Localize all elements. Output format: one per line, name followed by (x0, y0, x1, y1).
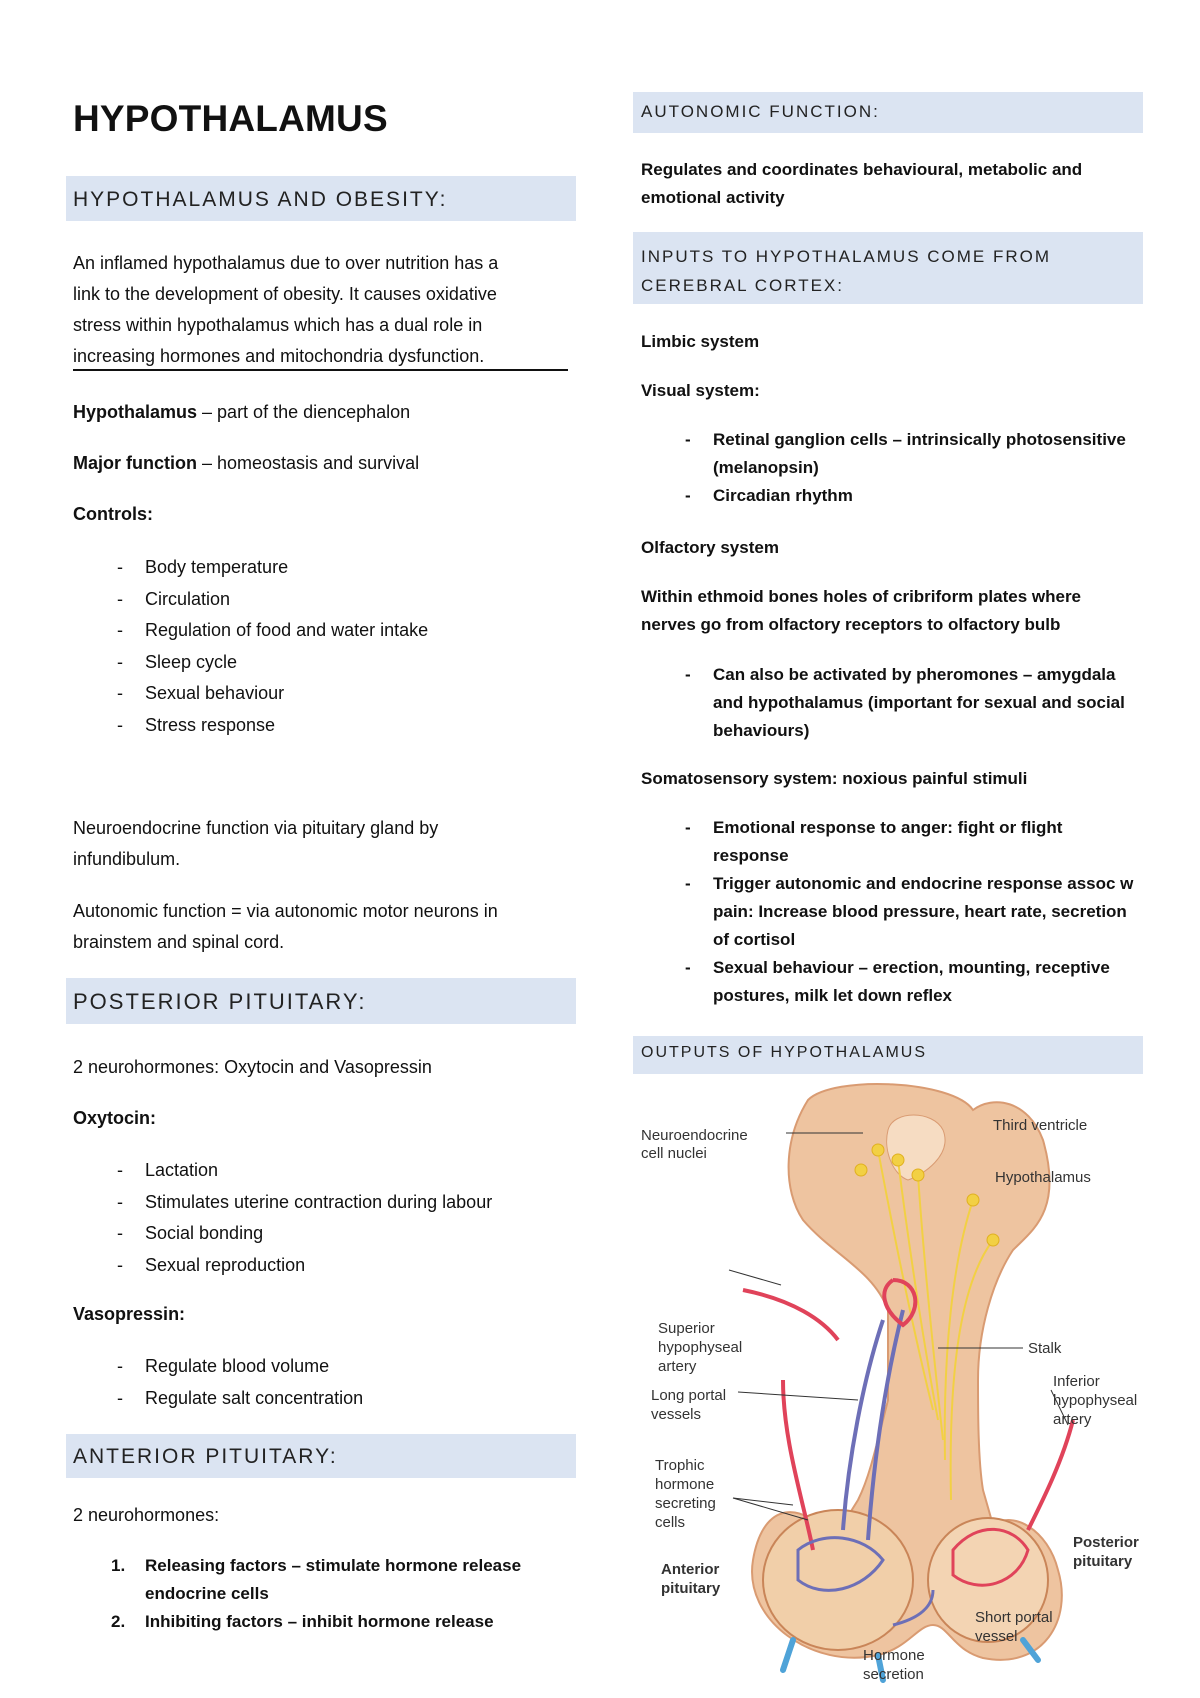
list-item: - Lactation (117, 1160, 219, 1180)
definition-text: – part of the diencephalon (197, 402, 411, 422)
autonomic-header (633, 92, 1143, 133)
obesity-line: An inflamed hypothalamus due to over nutrition has a (73, 253, 499, 273)
somato-label: Somatosensory system: noxious painful stimuli (641, 769, 1028, 788)
obesity-line: link to the development of obesity. It causes oxidative (73, 284, 497, 304)
neuron-cell (967, 1194, 979, 1206)
label-trophic: Trophic hormone secreting cells (655, 1457, 716, 1531)
obesity-paragraph (73, 248, 573, 372)
list-item: 1. Releasing factors – stimulate hormone release endocrine cells (111, 1556, 522, 1603)
oxytocin-list (73, 1155, 573, 1281)
anterior-lobe (763, 1510, 913, 1650)
neuron-cell (855, 1164, 867, 1176)
label-hypothalamus: Hypothalamus (995, 1169, 1091, 1186)
label-inferior-artery: Inferior hypophyseal artery (1053, 1373, 1138, 1428)
anterior-header-text: ANTERIOR PITUITARY: (73, 1445, 338, 1468)
posterior-header-text: POSTERIOR PITUITARY: (73, 989, 367, 1014)
list-item: 2. Inhibiting factors – inhibit hormone release (111, 1612, 494, 1631)
list-item: - Regulate blood volume (117, 1356, 330, 1376)
obesity-header (66, 176, 576, 221)
vasopressin-list (73, 1351, 573, 1414)
somato-list (641, 814, 1146, 1010)
neuroendocrine-paragraph (73, 813, 573, 875)
vasopressin-label: Vasopressin: (73, 1304, 186, 1324)
neuron-cell (987, 1234, 999, 1246)
list-item: - Trigger autonomic and endocrine response assoc w pain: Increase blood pressure, heart rate, secretion of cortisol (685, 874, 1134, 949)
outputs-header (633, 1036, 1143, 1074)
label-hormone-secretion: Hormone secretion (863, 1647, 925, 1683)
divider-rule (73, 369, 568, 371)
obesity-line: increasing hormones and mitochondria dysfunction. (73, 346, 485, 366)
oxytocin-label: Oxytocin: (73, 1108, 157, 1128)
label-posterior: Posterior pituitary (1073, 1534, 1139, 1570)
major-function-term: Major function (73, 453, 197, 473)
inputs-header (633, 232, 1143, 304)
anterior-header (66, 1434, 576, 1478)
list-item: - Social bonding (117, 1223, 264, 1243)
list-item: - Sleep cycle (117, 651, 238, 672)
major-function-text: – homeostasis and survival (197, 453, 420, 473)
anterior-list (73, 1552, 573, 1636)
label-long-portal: Long portal vessels (651, 1387, 727, 1423)
major-function-line (73, 448, 419, 479)
leader-line (729, 1270, 781, 1285)
list-item: - Can also be activated by pheromones – amygdala and hypothalamus (important for sexual and social behaviours) (685, 665, 1125, 740)
list-item: - Circulation (117, 588, 231, 609)
list-item: - Emotional response to anger: fight or flight response (685, 818, 1063, 865)
label-stalk: Stalk (1028, 1340, 1062, 1357)
list-item: - Sexual behaviour (117, 683, 285, 703)
list-item: - Body temperature (117, 557, 289, 577)
leader-line (733, 1498, 793, 1505)
neuron-cell (912, 1169, 924, 1181)
label-short-portal: Short portal vessel (975, 1609, 1053, 1645)
leader-line (733, 1498, 808, 1520)
leader-line (738, 1392, 858, 1400)
list-item: - Stimulates uterine contraction during labour (117, 1191, 493, 1212)
autonomic-paragraph (73, 896, 573, 958)
neuron-cell (892, 1154, 904, 1166)
text-line: Autonomic function = via autonomic motor neurons in (73, 901, 498, 921)
label-superior-artery: Superior hypophyseal artery (658, 1320, 743, 1375)
inputs-header-line: INPUTS TO HYPOTHALAMUS COME FROM (641, 247, 1052, 266)
ethmoid-paragraph (641, 583, 1146, 639)
text-line: Regulates and coordinates behavioural, metabolic and (641, 160, 1083, 179)
list-item: - Sexual behaviour – erection, mounting, receptive postures, milk let down reflex (685, 958, 1110, 1005)
definition-term: Hypothalamus (73, 402, 198, 422)
inferior-artery-vessel (1028, 1420, 1073, 1530)
list-item: - Regulate salt concentration (117, 1387, 364, 1408)
list-item: - Circadian rhythm (685, 486, 853, 505)
text-line: brainstem and spinal cord. (73, 932, 285, 952)
limbic-label: Limbic system (641, 332, 760, 351)
olfactory-label: Olfactory system (641, 538, 779, 557)
outputs-header-text: OUTPUTS OF HYPOTHALAMUS (641, 1044, 928, 1061)
autonomic-paragraph-right (641, 156, 1141, 212)
text-line: infundibulum. (73, 849, 181, 869)
pituitary-diagram (633, 1080, 1178, 1690)
visual-label: Visual system: (641, 381, 760, 400)
text-line: Neuroendocrine function via pituitary gland by (73, 818, 439, 838)
text-line: Within ethmoid bones holes of cribriform plates where (641, 587, 1082, 606)
olfactory-list (641, 661, 1146, 745)
obesity-header-text: HYPOTHALAMUS AND OBESITY: (73, 188, 448, 211)
list-item: - Stress response (117, 714, 276, 735)
list-item: - Regulation of food and water intake (117, 620, 429, 640)
label-neuro-nuclei: Neuroendocrine cell nuclei (641, 1127, 748, 1162)
autonomic-header-text: AUTONOMIC FUNCTION: (641, 102, 880, 121)
controls-list (73, 552, 573, 741)
obesity-line: stress within hypothalamus which has a dual role in (73, 315, 483, 335)
page-title: HYPOTHALAMUS (73, 98, 388, 139)
definition-line (73, 397, 410, 428)
posterior-header (66, 978, 576, 1024)
controls-label: Controls: (73, 504, 153, 524)
text-line: nerves go from olfactory receptors to olfactory bulb (641, 615, 1061, 634)
neuron-cell (872, 1144, 884, 1156)
list-item: - Retinal ganglion cells – intrinsically photosensitive (melanopsin) (685, 430, 1126, 477)
outlet (783, 1640, 793, 1670)
anterior-intro: 2 neurohormones: (73, 1505, 220, 1525)
label-third-ventricle: Third ventricle (993, 1117, 1088, 1134)
visual-list (641, 426, 1146, 510)
list-item: - Sexual reproduction (117, 1254, 306, 1275)
inputs-header-line: CEREBRAL CORTEX: (641, 276, 844, 295)
superior-artery-vessel (743, 1290, 838, 1340)
posterior-intro: 2 neurohormones: Oxytocin and Vasopressin (73, 1057, 432, 1077)
text-line: emotional activity (641, 188, 785, 207)
label-anterior: Anterior pituitary (661, 1561, 721, 1597)
